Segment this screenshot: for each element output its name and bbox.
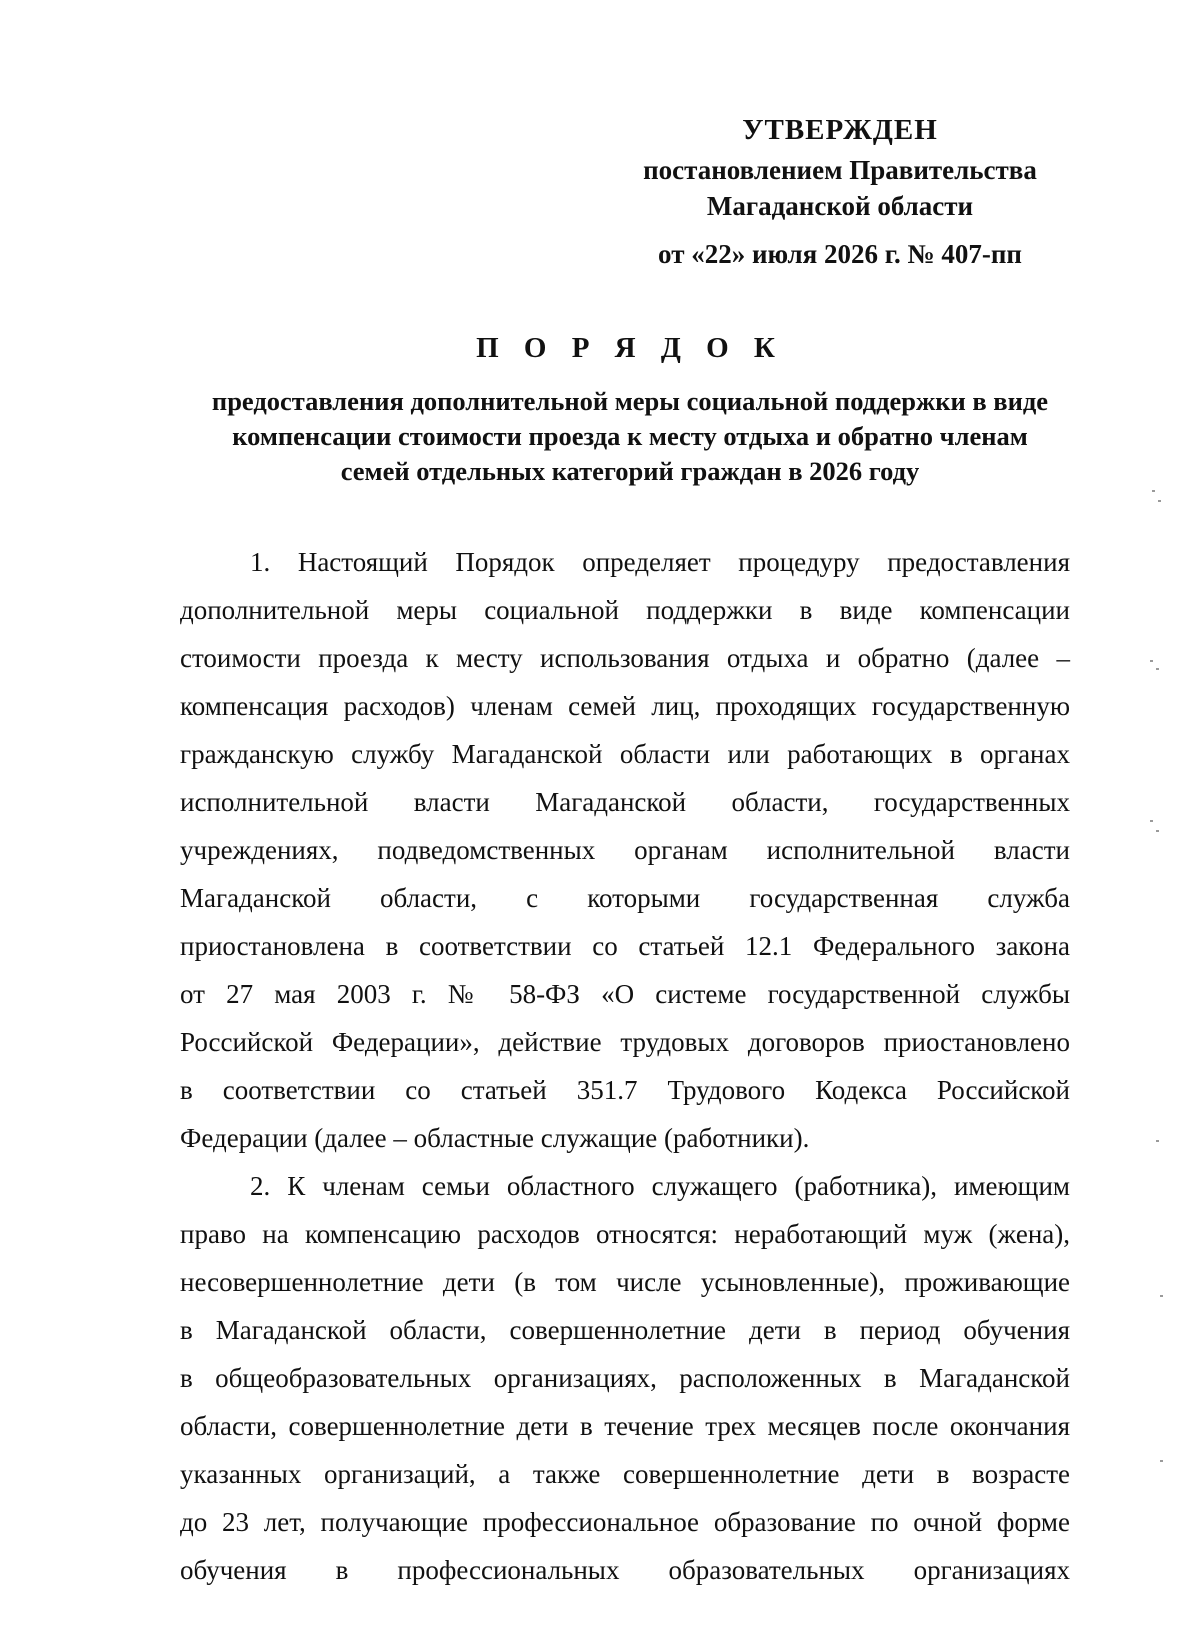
approval-issuer-line1: постановлением Правительства [643, 155, 1037, 185]
scan-artifact [1158, 500, 1161, 502]
document-title: П О Р Я Д О К [476, 332, 784, 364]
approved-heading: УТВЕРЖДЕН [742, 114, 938, 146]
text-line: дополнительной меры социальной поддержки в виде компенсации [180, 595, 1070, 625]
scan-artifact [1160, 1295, 1163, 1297]
text-line: 1. Настоящий Порядок определяет процедуру предоставления [250, 547, 1070, 577]
document-body [180, 538, 1070, 1594]
text-line: стоимости проезда к месту использования отдыха и обратно (далее – [180, 643, 1070, 673]
text-line: компенсация расходов) членам семей лиц, проходящих государственную [180, 691, 1070, 721]
scan-artifact [1152, 490, 1155, 492]
scan-artifact [1150, 820, 1153, 822]
text-line: гражданскую службу Магаданской области или работающих в органах [180, 739, 1070, 769]
text-line: обучения в профессиональных образовательных организациях [180, 1555, 1070, 1585]
text-line: до 23 лет, получающие профессиональное образование по очной форме [180, 1507, 1070, 1537]
approval-issuer-line2: Магаданской области [706, 191, 974, 221]
text-line: право на компенсацию расходов относятся: неработающий муж (жена), [180, 1219, 1070, 1249]
text-line: Магаданской области, с которыми государственная служба [180, 883, 1070, 913]
text-line: 2. К членам семьи областного служащего (работника), имеющим [250, 1171, 1070, 1201]
scan-artifact [1150, 660, 1153, 662]
text-line: Российской Федерации», действие трудовых договоров приостановлено [180, 1027, 1070, 1057]
paragraph-1 [180, 538, 1070, 1162]
text-line: области, совершеннолетние дети в течение трех месяцев после окончания [180, 1411, 1070, 1441]
scan-artifact [1156, 1140, 1159, 1142]
subtitle-line: предоставления дополнительной меры социальной поддержки в виде [211, 386, 1049, 416]
subtitle-line: компенсации стоимости проезда к месту отдыха и обратно членам [232, 421, 1028, 451]
text-line: Федерации (далее – областные служащие (работники). [180, 1123, 810, 1153]
text-line: несовершеннолетние дети (в том числе усыновленные), проживающие [180, 1267, 1070, 1297]
scan-artifact [1160, 1460, 1163, 1462]
text-line: в общеобразовательных организациях, расположенных в Магаданской [180, 1363, 1070, 1393]
document-subtitle [170, 384, 1090, 489]
approval-date: от «22» июля 2026 г. № 407-пп [658, 239, 1022, 269]
text-line: от 27 мая 2003 г. № 58-ФЗ «О системе государственной службы [180, 979, 1070, 1009]
text-line: приостановлена в соответствии со статьей 12.1 Федерального закона [180, 931, 1070, 961]
text-line: в соответствии со статьей 351.7 Трудового Кодекса Российской [180, 1075, 1070, 1105]
text-line: учреждениях, подведомственных органам исполнительной власти [180, 835, 1070, 865]
approval-block [560, 112, 1120, 272]
text-line: в Магаданской области, совершеннолетние дети в период обучения [180, 1315, 1070, 1345]
paragraph-2 [180, 1162, 1070, 1594]
scan-artifact [1156, 830, 1159, 832]
subtitle-line: семей отдельных категорий граждан в 2026 году [340, 456, 920, 486]
text-line: исполнительной власти Магаданской области, государственных [180, 787, 1070, 817]
scan-artifact [1156, 668, 1159, 670]
text-line: указанных организаций, а также совершеннолетние дети в возрасте [180, 1459, 1070, 1489]
